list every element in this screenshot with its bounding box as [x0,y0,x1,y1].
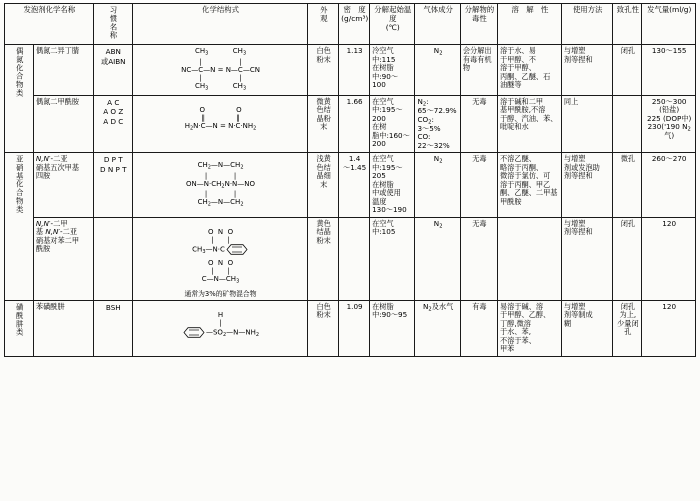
benzene-ring-icon [226,244,248,255]
cell-gas: $N_2$及水气 [415,300,460,356]
cell-name: N,N′-二亚 硝基五次甲基 四胺 [33,153,93,217]
cell-structure: H | $—SO_2—N—NH_2$ [132,300,307,356]
cell-decomp-temp: 在树脂 中:90～95 [370,300,415,356]
header-structure: 化学结构式 [132,4,307,45]
foaming-agents-table [4,3,696,357]
cell-density: 1.4 ～1.45 [339,153,370,217]
cell-name: 偶氮二甲酰胺 [33,95,93,153]
cell-pore [613,95,642,153]
cell-toxicity: 无毒 [460,217,497,300]
cell-gas: $N_2$: 65～72.9% $CO_2$: 3～5% CO: 22～32% [415,95,460,153]
table-row [5,95,696,153]
cell-structure: O O ‖ ‖ $H_2N\cdot C—N = N\cdot C\cdot NH_2$ [132,95,307,153]
cell-gas: $N_2$ [415,45,460,95]
cell-toxicity: 无毒 [460,95,497,153]
table-row [5,45,696,95]
header-density: 密 度 (g/cm³) [339,4,370,45]
benzene-ring-icon [183,327,205,338]
structure-note: 通常为3%的矿物混合物 [184,289,257,298]
cell-solubility: 溶于碱和二甲 基甲酰胺,不溶 于醇、汽油、苯、 吡啶和水 [497,95,561,153]
cell-gas-volume: 250～300 (铅盐) 225 (DOP中) 230('190 $N_2$ 气) [642,95,696,153]
table-header [5,4,696,45]
document-page [0,3,700,501]
cell-solubility: 溶于水、易 于甲醇、不 溶于甲醇、 丙酮、乙醚、石 油醚等 [497,45,561,95]
cell-usage: 与增塑 剂等制成 糊 [561,300,613,356]
cell-decomp-temp: 冷空气 中:115 在树脂 中:90～ 100 [370,45,415,95]
header-pore: 致孔性 [613,4,642,45]
category-azo: 偶氮化合物类 [5,45,34,153]
cell-decomp-temp: 在空气 中:195～ 200 在树 脂中:160～ 200 [370,95,415,153]
cell-abbr: ABN 或AIBN [93,45,132,95]
cell-gas: $N_2$ [415,217,460,300]
cell-gas-volume: 260～270 [642,153,696,217]
cell-appearance: 黄色 结晶 粉末 [308,217,339,300]
cell-name: N,N′-二甲 基 N,N′-二亚 硝基对苯二甲 酰胺 [33,217,93,300]
cell-usage: 与增塑 剂或发泡助 剂等捏和 [561,153,613,217]
cell-density: 1.09 [339,300,370,356]
cell-abbr: D P T D N P T [93,153,132,217]
header-gas-volume: 发气量(ml/g) [642,4,696,45]
table-body [5,45,696,356]
table-row [5,300,696,356]
cell-name: 偶氮二异丁腈 [33,45,93,95]
cell-toxicity: 会分解出 有毒有机物 [460,45,497,95]
header-appearance: 外观 [308,4,339,45]
cell-appearance: 微黄 色结 晶粉 末 [308,95,339,153]
cell-density: 1.13 [339,45,370,95]
cell-abbr [93,217,132,300]
cell-usage: 与增塑 剂等捏和 [561,45,613,95]
cell-gas-volume: 120 [642,300,696,356]
category-nitroso: 亚硝基化合物类 [5,153,34,300]
cell-structure: $CH_3$ $CH_3$ | | NC—C—N = N—C—CN | | $CH_3$ $CH_3$ [132,45,307,95]
cell-structure: O N O | | $CH_3—N\cdot C$ O N O | | $C—N—CH_3$ 通常为3%的矿物混合物 [132,217,307,300]
cell-name: 苯磺酰肼 [33,300,93,356]
cell-gas: $N_2$ [415,153,460,217]
cell-toxicity: 有毒 [460,300,497,356]
cell-decomp-temp: 在空气 中:105 [370,217,415,300]
cell-gas-volume: 130～155 [642,45,696,95]
header-gas-composition: 气体成分 [415,4,460,45]
cell-gas-volume: 120 [642,217,696,300]
cell-structure: $CH_2—N—CH_2$ | | $ON—N\cdot CH_2N\cdot N—NO$ | | $CH_2—N—CH_2$ [132,153,307,217]
cell-density [339,217,370,300]
header-chemical-name: 发泡剂化学名称 [5,4,94,45]
category-sulfonyl-hydrazide: 磺酰肼类 [5,300,34,356]
cell-pore: 闭孔 [613,217,642,300]
cell-solubility [497,217,561,300]
cell-abbr: A C A O Z A D C [93,95,132,153]
cell-pore: 闭孔 [613,45,642,95]
cell-appearance: 浅黄 色结 晶细 末 [308,153,339,217]
cell-decomp-temp: 在空气 中:195～ 205 在树脂 中或使用 温度 130～190 [370,153,415,217]
cell-density: 1.66 [339,95,370,153]
header-common-name: 习惯名称 [93,4,132,45]
cell-pore: 闭孔 为上, 少量闭 孔 [613,300,642,356]
cell-appearance: 白色 粉末 [308,300,339,356]
header-usage: 使用方法 [561,4,613,45]
header-decomp-temp: 分解起始温度 (℃) [370,4,415,45]
header-toxicity: 分解物的毒性 [460,4,497,45]
cell-abbr: BSH [93,300,132,356]
cell-solubility: 不溶乙醚、 略溶于丙酮、 微溶于氯仿、可 溶于丙酮、甲乙 酮、乙醚、二甲基甲酰胺 [497,153,561,217]
cell-usage: 与增塑 剂等捏和 [561,217,613,300]
header-row [5,4,696,45]
header-solubility: 溶 解 性 [497,4,561,45]
cell-pore: 微孔 [613,153,642,217]
table-row [5,217,696,300]
cell-solubility: 易溶于碱、溶 于甲醇、乙醇、 丁醇,微溶 于水、苯, 不溶于苯、 甲苯 [497,300,561,356]
table-row [5,153,696,217]
cell-appearance: 白色 粉末 [308,45,339,95]
cell-toxicity: 无毒 [460,153,497,217]
cell-usage: 同上 [561,95,613,153]
